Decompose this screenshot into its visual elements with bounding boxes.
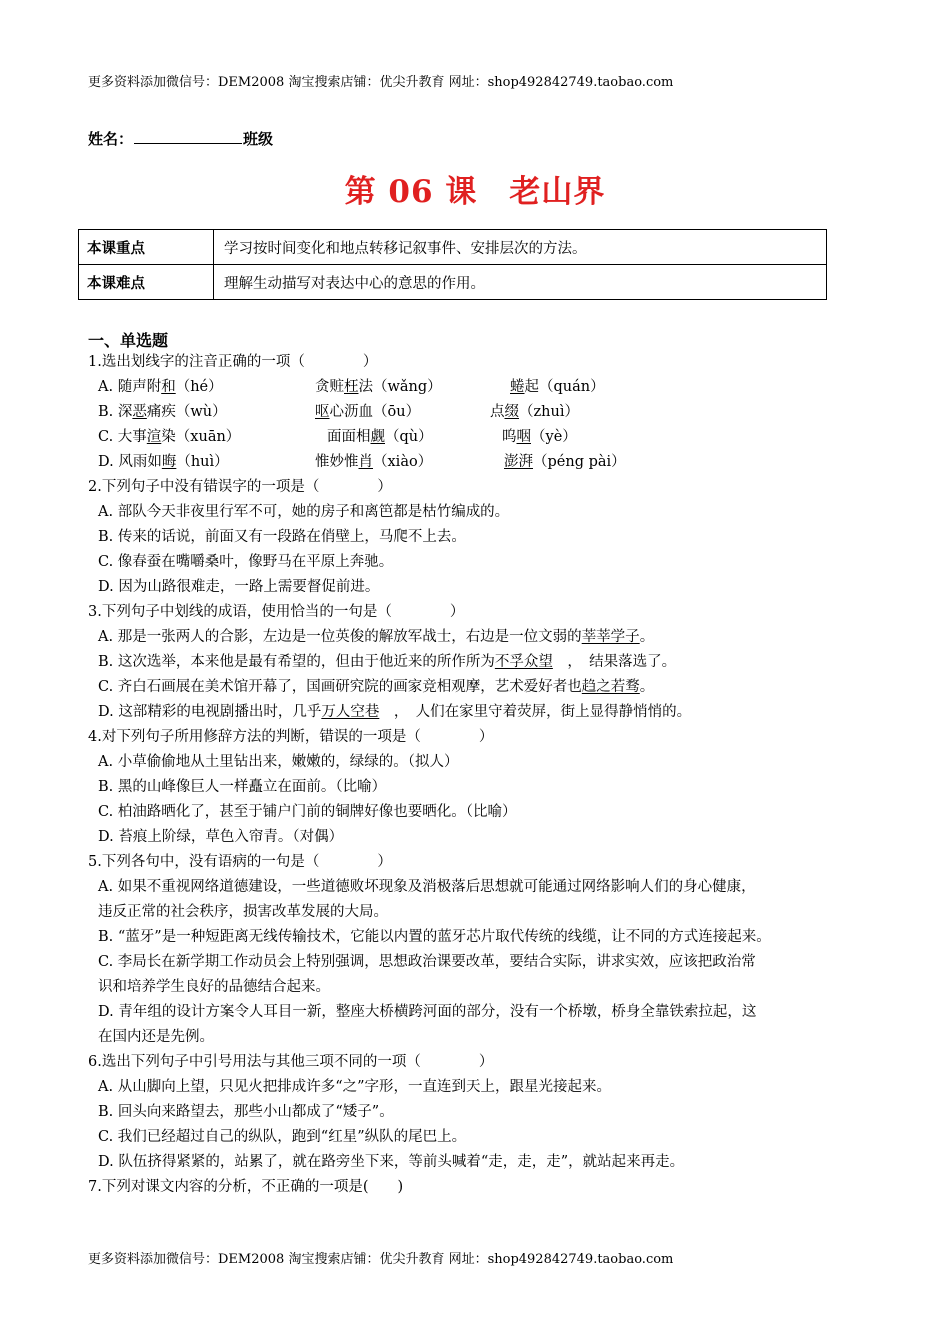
page-header-promo: 更多资料添加微信号：DEM2008 淘宝搜索店铺：优尖升教育 网址：shop492842749.taobao.com — [88, 75, 674, 90]
underlined-char: 澎湃 — [504, 454, 533, 470]
underlined-idiom: 不孚众望 — [494, 654, 553, 670]
question-5-option-c-cont[interactable]: 识和培养学生良好的品德结合起来。 — [98, 979, 330, 995]
option-text: D. 风雨如 — [98, 454, 162, 470]
question-6-option-b[interactable]: B. 回头向来路望去，那些小山都成了“矮子”。 — [98, 1104, 394, 1120]
question-1-option-c[interactable] — [98, 427, 577, 447]
question-2-option-c[interactable]: C. 像春蚕在嘴嚼桑叶，像野马在平原上奔驰。 — [98, 554, 394, 570]
question-3-option-a[interactable] — [98, 627, 654, 647]
option-text: （xiào） — [373, 454, 433, 470]
key-point-label: 本课重点 — [79, 230, 214, 265]
option-text: B. 深 — [98, 404, 133, 420]
question-5-option-c[interactable]: C. 李局长在新学期工作动员会上特别强调，思想政治课要改革，要结合实际，讲求实效，应该把政治常 — [98, 954, 756, 970]
question-1-stem: 1.选出划线字的注音正确的一项（ ） — [88, 354, 378, 370]
lesson-focus-table — [78, 229, 827, 300]
option-text: 。 — [639, 629, 655, 645]
underlined-char: 觑 — [370, 429, 385, 445]
underlined-idiom: 万人空巷 — [321, 704, 380, 720]
option-text: C. 大事 — [98, 429, 147, 445]
question-6-option-d[interactable]: D. 队伍挤得紧紧的，站累了，就在路旁坐下来，等前头喊着“走，走，走”，就站起来再走。 — [98, 1154, 685, 1170]
option-text: （qù） — [385, 429, 433, 445]
question-4-option-b[interactable]: B. 黑的山峰像巨人一样矗立在面前。（比喻） — [98, 779, 387, 795]
option-text: A. 随声附 — [98, 379, 162, 395]
key-point-text: 学习按时间变化和地点转移记叙事件、安排层次的方法。 — [214, 230, 827, 265]
question-5-option-d-cont[interactable]: 在国内还是先例。 — [98, 1029, 214, 1045]
option-text: 痛疾（wù） — [146, 404, 227, 420]
table-row — [79, 265, 827, 300]
table-row — [79, 230, 827, 265]
question-5-option-a-cont[interactable]: 违反正常的社会秩序，损害改革发展的大局。 — [98, 904, 388, 920]
option-text: 法（wǎng） — [358, 379, 442, 395]
option-text: （hé） — [175, 379, 223, 395]
difficulty-label: 本课难点 — [79, 265, 214, 300]
option-text: ， 结果落选了。 — [552, 654, 677, 670]
underlined-char: 渲 — [146, 429, 162, 445]
option-text: A. 那是一张两人的合影，左边是一位英俊的解放军战士，右边是一位文弱的 — [98, 629, 582, 645]
question-1-option-d[interactable] — [98, 452, 626, 472]
option-text: 呜 — [502, 429, 517, 445]
question-4-stem: 4.对下列句子所用修辞方法的判断，错误的一项是（ ） — [88, 729, 494, 745]
underlined-idiom: 莘莘学子 — [581, 629, 640, 645]
question-6-stem: 6.选出下列句子中引号用法与其他三项不同的一项（ ） — [88, 1054, 494, 1070]
question-3-option-c[interactable] — [98, 677, 654, 697]
option-text: 面面相 — [327, 429, 371, 445]
question-4-option-c[interactable]: C. 柏油路晒化了，甚至于铺户门前的铜牌好像也要晒化。（比喻） — [98, 804, 517, 820]
section-heading: 一、单选题 — [88, 331, 169, 350]
underlined-char: 和 — [161, 379, 176, 395]
question-4-option-a[interactable]: A. 小草偷偷地从土里钻出来，嫩嫩的，绿绿的。（拟人） — [98, 754, 459, 770]
question-7-stem: 7.下列对课文内容的分析，不正确的一项是( ) — [88, 1179, 404, 1195]
underlined-char: 咽 — [516, 429, 531, 445]
difficulty-text: 理解生动描写对表达中心的意思的作用。 — [214, 265, 827, 300]
question-1-option-a[interactable] — [98, 377, 605, 397]
question-2-option-a[interactable]: A. 部队今天非夜里行军不可，她的房子和离笆都是枯竹编成的。 — [98, 504, 510, 520]
option-text: 起（quán） — [524, 379, 605, 395]
question-1-option-b[interactable] — [98, 402, 579, 422]
question-2-option-b[interactable]: B. 传来的话说，前面又有一段路在俏壁上，马爬不上去。 — [98, 529, 466, 545]
underlined-char: 缀 — [504, 404, 519, 420]
option-text: （zhuì） — [519, 404, 579, 420]
option-text: B. 这次选举，本来他是最有希望的，但由于他近来的所作所为 — [98, 654, 495, 670]
option-text: D. 这部精彩的电视剧播出时，几乎 — [98, 704, 322, 720]
underlined-char: 呕 — [315, 404, 330, 420]
option-text: （yè） — [531, 429, 577, 445]
option-text: 染（xuān） — [161, 429, 241, 445]
question-5-option-a[interactable]: A. 如果不重视网络道德建设，一些道德败坏现象及消极落后思想就可能通过网络影响人们的身心健康， — [98, 879, 756, 895]
question-3-option-b[interactable] — [98, 652, 676, 672]
option-text: ， 人们在家里守着荧屏，街上显得静悄悄的。 — [379, 704, 692, 720]
option-text: 心沥血（ōu） — [329, 404, 421, 420]
option-text: （péng pài） — [533, 454, 626, 470]
class-label: 班级 — [243, 130, 274, 148]
option-text: 点 — [490, 404, 505, 420]
name-label: 姓名： — [88, 130, 134, 148]
option-text: 。 — [639, 679, 655, 695]
lesson-title: 第 06 课 老山界 — [344, 174, 606, 210]
underlined-char: 蜷 — [510, 379, 525, 395]
underlined-char: 恶 — [132, 404, 147, 420]
question-2-option-d[interactable]: D. 因为山路很难走，一路上需要督促前进。 — [98, 579, 380, 595]
question-3-option-d[interactable] — [98, 702, 691, 722]
underlined-char: 晦 — [161, 454, 177, 470]
option-text: 贪赃 — [315, 379, 344, 395]
option-text: （huì） — [176, 454, 229, 470]
underlined-char: 枉 — [344, 379, 359, 395]
question-5-option-d[interactable]: D. 青年组的设计方案令人耳目一新，整座大桥横跨河面的部分，没有一个桥墩，桥身全靠铁索拉起，这 — [98, 1004, 757, 1020]
question-5-stem: 5.下列各句中，没有语病的一句是（ ） — [88, 854, 392, 870]
question-4-option-d[interactable]: D. 苔痕上阶绿，草色入帘青。（对偶） — [98, 829, 344, 845]
name-class-line — [88, 128, 273, 149]
underlined-char: 肖 — [358, 454, 373, 470]
page-footer-promo: 更多资料添加微信号：DEM2008 淘宝搜索店铺：优尖升教育 网址：shop492842749.taobao.com — [88, 1252, 674, 1267]
question-6-option-c[interactable]: C. 我们已经超过自己的纵队，跑到“红星”纵队的尾巴上。 — [98, 1129, 467, 1145]
underlined-idiom: 趋之若骛 — [581, 679, 640, 695]
option-text: 惟妙惟 — [315, 454, 359, 470]
question-5-option-b[interactable]: B. “蓝牙”是一种短距离无线传输技术，它能以内置的蓝牙芯片取代传统的线缆，让不同的方式连接起来。 — [98, 929, 771, 945]
question-3-stem: 3.下列句子中划线的成语，使用恰当的一句是（ ） — [88, 604, 465, 620]
question-2-stem: 2.下列句子中没有错误字的一项是（ ） — [88, 479, 392, 495]
option-text: C. 齐白石画展在美术馆开幕了，国画研究院的画家竞相观摩，艺术爱好者也 — [98, 679, 582, 695]
question-6-option-a[interactable]: A. 从山脚向上望，只见火把排成许多“之”字形，一直连到天上，跟星光接起来。 — [98, 1079, 612, 1095]
name-blank[interactable] — [134, 129, 242, 144]
